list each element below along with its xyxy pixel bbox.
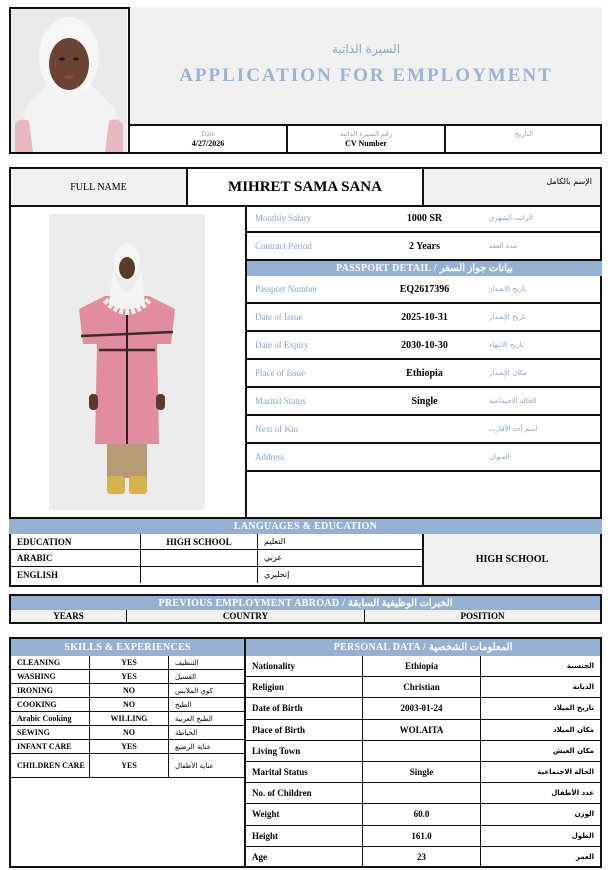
personal-value: 60.0	[363, 804, 481, 824]
passport-label: Address	[255, 452, 285, 462]
skill-value: YES	[90, 670, 169, 683]
passport-label-ar: مكان الإصدار	[489, 369, 527, 377]
education-summary: HIGH SCHOOL	[424, 534, 600, 585]
title-english: APPLICATION FOR EMPLOYMENT	[179, 65, 553, 86]
personal-label: Religion	[246, 677, 363, 697]
contract-passport-panel	[245, 205, 602, 519]
skill-label: Arabic Cooking	[11, 712, 90, 725]
language-value	[141, 550, 258, 565]
title-arabic: السيرة الذاتية	[331, 42, 401, 56]
passport-label-ar: تاريخ الإصدار	[489, 313, 527, 321]
personal-data-table	[246, 637, 602, 868]
language-row	[11, 550, 422, 566]
personal-row	[246, 826, 600, 847]
contract-value: 2 Years	[408, 240, 440, 252]
skill-label-ar: الخياطة	[175, 728, 198, 737]
cv-number-cell	[288, 126, 446, 154]
skill-label: IRONING	[11, 684, 90, 697]
passport-label: Date of Expiry	[255, 340, 309, 350]
passport-row	[247, 332, 602, 360]
date-label-ar: التاريخ	[514, 130, 534, 138]
contract-label: Monthly Salary	[255, 213, 312, 223]
passport-value: Ethiopia	[406, 367, 443, 379]
languages-section-header: LANGUAGES & EDUCATION	[9, 519, 602, 534]
skill-label: CHILDREN CARE	[11, 754, 90, 777]
previous-employment-columns	[9, 610, 602, 624]
skill-value: NO	[90, 726, 169, 739]
personal-label-ar: مكان الميلاد	[553, 725, 594, 734]
personal-label: Height	[246, 826, 363, 846]
skill-label-ar: الطبخ	[175, 700, 192, 709]
personal-value: 23	[363, 847, 481, 868]
meta-row	[128, 124, 602, 154]
skill-label: CLEANING	[11, 656, 90, 669]
portrait-photo	[11, 9, 127, 152]
personal-row	[246, 847, 600, 868]
language-label: ARABIC	[11, 550, 141, 565]
personal-value: 2003-01-24	[363, 698, 481, 718]
skill-value: NO	[90, 684, 169, 697]
skill-label: INFANT CARE	[11, 740, 90, 753]
personal-label: Living Town	[246, 741, 363, 761]
passport-row	[247, 444, 602, 472]
passport-value: EQ2617396	[399, 283, 450, 295]
passport-row	[247, 388, 602, 416]
title-area	[128, 7, 602, 124]
language-row	[11, 534, 422, 550]
skills-table	[9, 637, 246, 868]
date-label: Date	[201, 130, 215, 138]
language-row	[11, 567, 422, 583]
language-value: HIGH SCHOOL	[141, 534, 258, 549]
cv-number-value: CV Number	[345, 139, 387, 148]
personal-value: Single	[363, 762, 481, 782]
personal-value: WOLAITA	[363, 720, 481, 740]
full-name-bar	[9, 167, 602, 207]
passport-label: Marital Status	[255, 396, 306, 406]
language-label-ar: التعليم	[264, 537, 286, 547]
passport-row	[247, 360, 602, 388]
personal-row	[246, 698, 600, 719]
column-position: POSITION	[460, 611, 505, 621]
skill-label-ar: الطبخ العربية	[175, 714, 213, 723]
skill-row	[11, 712, 244, 726]
passport-label-ar: العنوان	[489, 453, 510, 461]
skill-label-ar: كوي الملابس	[175, 686, 213, 695]
skill-row	[11, 656, 244, 670]
personal-label-ar: مكان العيش	[552, 746, 594, 755]
languages-rows	[11, 534, 424, 585]
skill-value: YES	[90, 754, 169, 777]
personal-label-ar: تاريخ الميلاد	[553, 704, 594, 713]
personal-label-ar: الجنسية	[566, 662, 594, 671]
personal-row	[246, 804, 600, 825]
passport-label-ar: تاريخ الانتهاء	[489, 341, 524, 349]
passport-value: 2025-10-31	[401, 311, 448, 323]
passport-label-ar: اسم أحد الأقارب	[489, 425, 538, 433]
skill-row	[11, 698, 244, 712]
passport-row	[247, 304, 602, 332]
personal-row	[246, 762, 600, 783]
skill-label-ar: التنظيف	[175, 658, 199, 667]
language-value	[141, 567, 258, 583]
language-label-ar: عربي	[264, 553, 283, 563]
personal-row	[246, 720, 600, 741]
passport-section-header: PASSPORT DETAIL / بيانات جواز السفر	[247, 261, 602, 276]
cv-number-label-ar: رقم السيرة الذاتية	[339, 130, 393, 138]
column-years: YEARS	[11, 610, 127, 622]
full-name-label: FULL NAME	[11, 169, 188, 205]
language-label-ar: إنجليزي	[264, 570, 290, 580]
personal-data-header: PERSONAL DATA / المعلومات الشخصية	[246, 639, 600, 656]
personal-row	[246, 677, 600, 698]
skill-row	[11, 684, 244, 698]
skill-value: YES	[90, 656, 169, 669]
skill-value: WILLING	[90, 712, 169, 725]
passport-row	[247, 416, 602, 444]
skill-row	[11, 740, 244, 754]
full-name-label-ar: الإسم بالكامل	[546, 177, 592, 186]
passport-label: Place of Issue	[255, 368, 305, 378]
contract-label: Contract Period	[255, 241, 312, 251]
personal-label-ar: الحالة الاجتماعية	[537, 768, 594, 777]
passport-label: Next of Kin	[255, 424, 298, 434]
personal-label: Date of Birth	[246, 698, 363, 718]
skill-label: WASHING	[11, 670, 90, 683]
full-name-value: MIHRET SAMA SANA	[188, 169, 424, 205]
skill-label: SEWING	[11, 726, 90, 739]
passport-label-ar: تاريخ الاصدار	[489, 285, 527, 293]
date-value: 4/27/2026	[191, 139, 225, 148]
skill-label-ar: عناية الرضيع	[175, 742, 212, 751]
skill-row	[11, 754, 244, 778]
passport-label: Date of Issue	[255, 312, 303, 322]
skill-label: COOKING	[11, 698, 90, 711]
skill-label-ar: عناية الأطفال	[175, 761, 214, 770]
personal-value: 161.0	[363, 826, 481, 846]
personal-value: Christian	[363, 677, 481, 697]
contract-row	[247, 205, 602, 233]
date-cell	[130, 126, 288, 154]
column-country: COUNTRY	[127, 610, 365, 622]
personal-label-ar: الطول	[571, 831, 594, 840]
personal-row	[246, 656, 600, 677]
personal-label: No. of Children	[246, 783, 363, 803]
skills-section-header: SKILLS & EXPERIENCES	[11, 639, 244, 656]
personal-value	[363, 741, 481, 761]
personal-label: Nationality	[246, 656, 363, 676]
previous-employment-header: PREVIOUS EMPLOYMENT ABROAD / الخبرات الوظيفية السابقة	[9, 594, 602, 610]
personal-label: Age	[246, 847, 363, 868]
passport-row	[247, 276, 602, 304]
personal-value	[363, 783, 481, 803]
passport-label: Passport Number	[255, 284, 318, 294]
languages-table	[9, 534, 602, 587]
skill-label-ar: الغسيل	[175, 672, 197, 681]
contract-label-ar: الراتب الشهري	[489, 214, 533, 222]
contract-value: 1000 SR	[406, 212, 443, 224]
personal-row	[246, 783, 600, 804]
personal-label: Marital Status	[246, 762, 363, 782]
personal-label-ar: عدد الأطفال	[551, 789, 594, 798]
personal-label-ar: الديانة	[572, 683, 594, 692]
personal-label-ar: العمر	[575, 853, 594, 862]
language-label: EDUCATION	[11, 534, 141, 549]
contract-row	[247, 233, 602, 261]
personal-label: Weight	[246, 804, 363, 824]
personal-value: Ethiopia	[363, 656, 481, 676]
passport-label-ar: الحالة الاجتماعية	[489, 397, 537, 405]
passport-value: Single	[411, 395, 438, 407]
language-label: ENGLISH	[11, 567, 141, 583]
personal-row	[246, 741, 600, 762]
skill-value: YES	[90, 740, 169, 753]
full-body-photo	[49, 214, 205, 510]
skill-row	[11, 726, 244, 740]
personal-label: Place of Birth	[246, 720, 363, 740]
skill-value: NO	[90, 698, 169, 711]
personal-label-ar: الوزن	[574, 810, 594, 819]
passport-value: 2030-10-30	[401, 339, 448, 351]
date-ar-cell	[446, 126, 602, 154]
skill-row	[11, 670, 244, 684]
contract-label-ar: مدة العقد	[489, 242, 517, 250]
